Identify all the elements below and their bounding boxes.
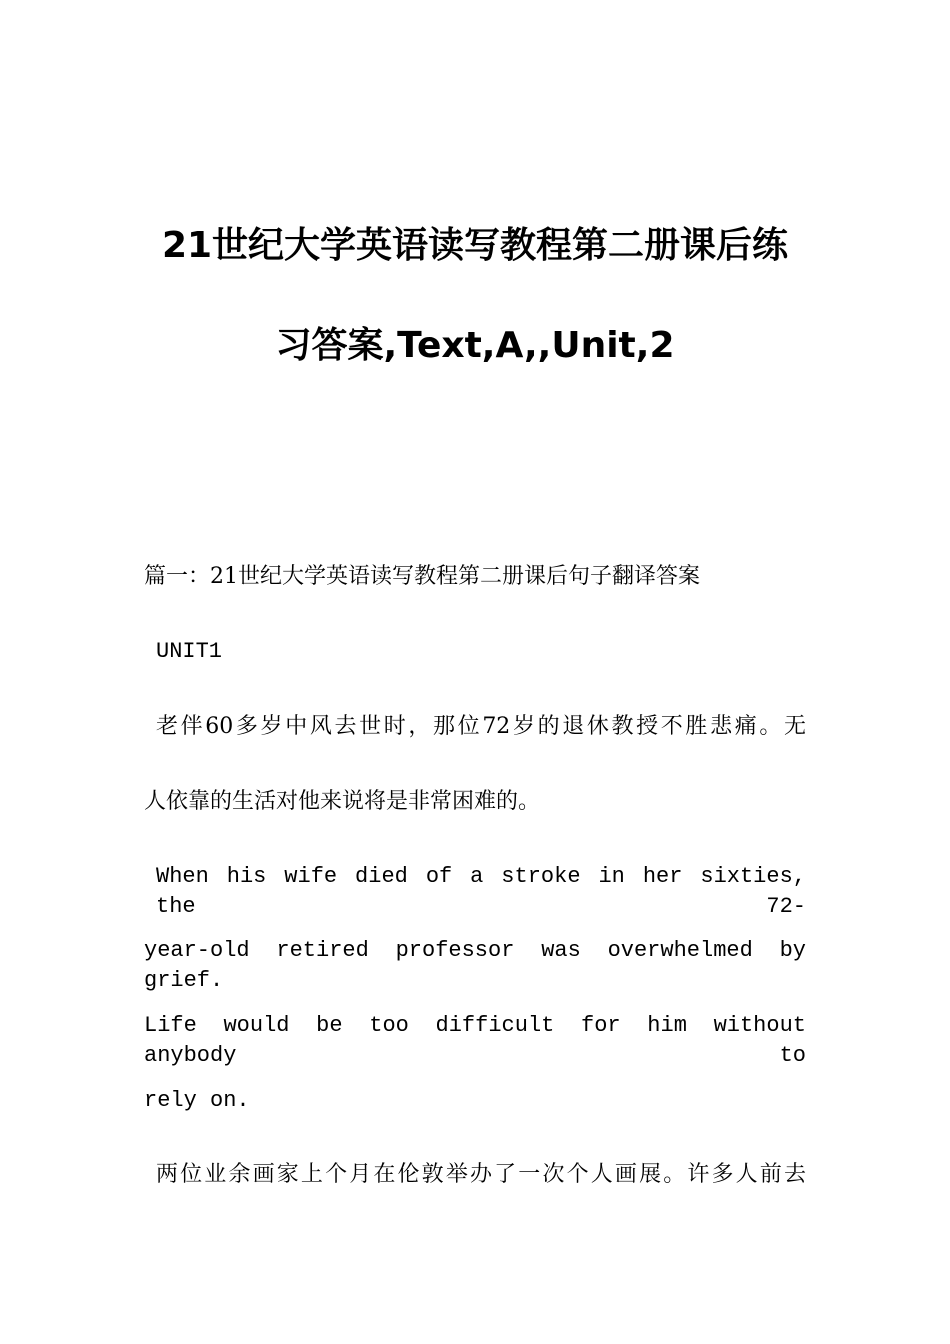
- section-heading: 篇一：21世纪大学英语读写教程第二册课后句子翻译答案: [144, 564, 700, 589]
- english-paragraph-1-line-3: Life would be too difficult for him without anybody to: [144, 1013, 806, 1068]
- chinese-paragraph-1-line-2: 人依靠的生活对他来说将是非常困难的。: [144, 789, 541, 814]
- english-paragraph-1-line-1: When his wife died of a stroke in her sixties, the 72-: [156, 864, 806, 919]
- english-paragraph-1-line-4: rely on.: [144, 1088, 250, 1113]
- unit-label: UNIT1: [156, 639, 223, 664]
- chinese-paragraph-2-line-1: 两位业余画家上个月在伦敦举办了一次个人画展。许多人前去: [156, 1162, 806, 1187]
- english-paragraph-1-line-2: year-old retired professor was overwhelmed by grief.: [144, 938, 806, 993]
- chinese-paragraph-1-line-1: 老伴60多岁中风去世时，那位72岁的退休教授不胜悲痛。无: [156, 714, 806, 739]
- document-title-line-1: 21世纪大学英语读写教程第二册课后练: [161, 225, 789, 266]
- document-title-line-2: 习答案,Text,A,,Unit,2: [275, 325, 675, 366]
